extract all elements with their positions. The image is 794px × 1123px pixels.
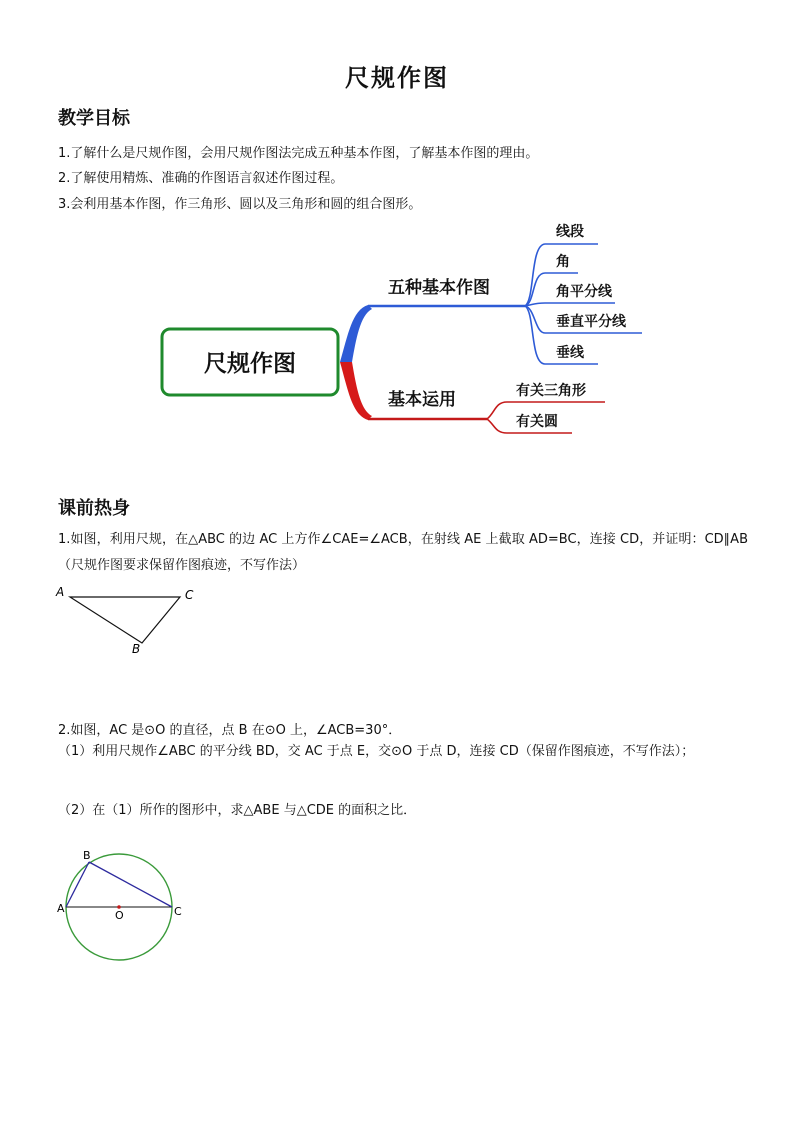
section-heading-objectives: 教学目标 xyxy=(58,108,130,129)
branch1-item-2: 角 xyxy=(556,254,570,270)
point-label-b: B xyxy=(132,642,141,656)
branch1-label: 五种基本作图 xyxy=(388,278,490,298)
objective-item-3: 3.会利用基本作图，作三角形、圆以及三角形和圆的组合图形。 xyxy=(58,197,422,212)
question-2-line-2: （1）利用尺规作∠ABC 的平分线 BD，交 AC 于点 E，交⊙O 于点 D，连接 CD（保留作图痕迹，不写作法）； xyxy=(58,744,695,759)
page-title: 尺规作图 xyxy=(345,63,449,92)
point-label-c: C xyxy=(174,905,182,918)
segment-ab xyxy=(66,862,89,907)
branch2-connector xyxy=(340,362,372,420)
section-heading-warmup: 课前热身 xyxy=(58,498,130,519)
point-label-c: C xyxy=(185,588,194,602)
branch1-item-3: 角平分线 xyxy=(556,284,612,300)
triangle-figure xyxy=(50,583,220,658)
objective-item-2: 2.了解使用精炼、准确的作图语言叙述作图过程。 xyxy=(58,171,344,186)
circle-figure xyxy=(55,845,195,965)
mind-map-root-label: 尺规作图 xyxy=(204,351,296,377)
branch1-item-4: 垂直平分线 xyxy=(556,314,626,330)
branch1-item-1: 线段 xyxy=(556,224,584,240)
branch2-item-1: 有关三角形 xyxy=(516,383,586,399)
point-label-a: A xyxy=(56,585,65,599)
segment-bc xyxy=(89,862,172,907)
point-label-o: O xyxy=(115,909,124,922)
point-label-a: A xyxy=(57,902,65,915)
branch2-item-2: 有关圆 xyxy=(516,414,558,430)
triangle-abc xyxy=(70,597,180,643)
branch2-label: 基本运用 xyxy=(388,390,456,410)
branch1-connector xyxy=(340,305,372,362)
objective-item-1: 1.了解什么是尺规作图，会用尺规作图法完成五种基本作图，了解基本作图的理由。 xyxy=(58,146,539,161)
mind-map xyxy=(0,215,794,445)
question-2-line-1: 2.如图，AC 是⊙O 的直径，点 B 在⊙O 上，∠ACB=30°． xyxy=(58,723,402,738)
question-1-text: 1.如图，利用尺规，在△ABC 的边 AC 上方作∠CAE=∠ACB，在射线 AE 上截取 AD=BC，连接 CD，并证明：CD∥AB（尺规作图要求保留作图痕迹，不写作法） xyxy=(58,532,748,573)
branch1-item-5: 垂线 xyxy=(556,345,584,361)
question-2-line-3: （2）在（1）所作的图形中，求△ABE 与△CDE 的面积之比． xyxy=(58,803,417,818)
point-label-b: B xyxy=(83,849,91,862)
